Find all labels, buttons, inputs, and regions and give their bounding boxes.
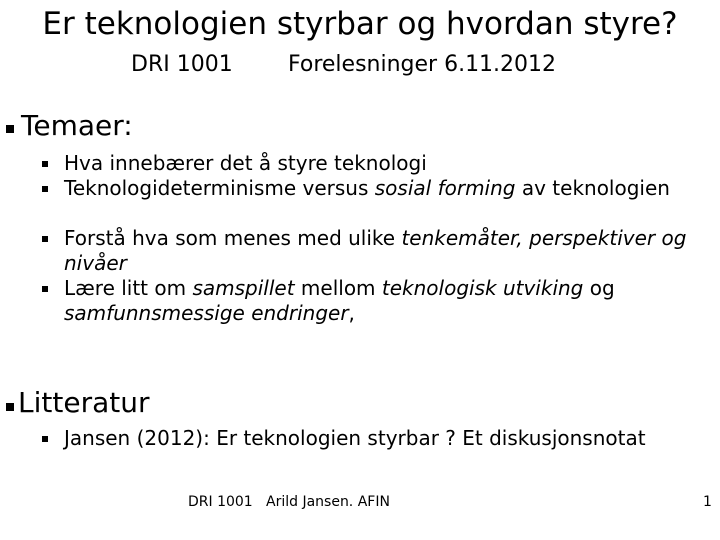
slide-title: Er teknologien styrbar og hvordan styre? — [42, 6, 678, 42]
bullet-square-icon — [42, 236, 48, 242]
bullet-square-icon — [42, 286, 48, 292]
footer-author: Arild Jansen. AFIN — [266, 494, 390, 510]
list-item: Jansen (2012): Er teknologien styrbar ? Et diskusjonsnotat — [64, 426, 646, 450]
section-heading-litteratur: Litteratur — [18, 386, 150, 419]
list-item: Teknologideterminisme versus sosial forming av teknologien — [64, 176, 670, 200]
list-item: Lære litt om samspillet mellom teknologisk utviking og samfunnsmessige endringer, — [64, 276, 615, 325]
list-item: Forstå hva som menes med ulike tenkemåter, perspektiver og nivåer — [64, 226, 687, 275]
course-code: DRI 1001 — [131, 52, 233, 77]
list-item: Hva innebærer det å styre teknologi — [64, 151, 427, 175]
section-heading-temaer: Temaer: — [21, 109, 133, 142]
lecture-date: Forelesninger 6.11.2012 — [288, 52, 557, 77]
bullet-square-icon — [6, 125, 14, 133]
bullet-square-icon — [42, 186, 48, 192]
bullet-square-icon — [42, 436, 48, 442]
bullet-square-icon — [42, 161, 48, 167]
page-number: 1 — [703, 494, 712, 510]
bullet-square-icon — [6, 403, 14, 411]
footer-course: DRI 1001 — [188, 494, 253, 510]
